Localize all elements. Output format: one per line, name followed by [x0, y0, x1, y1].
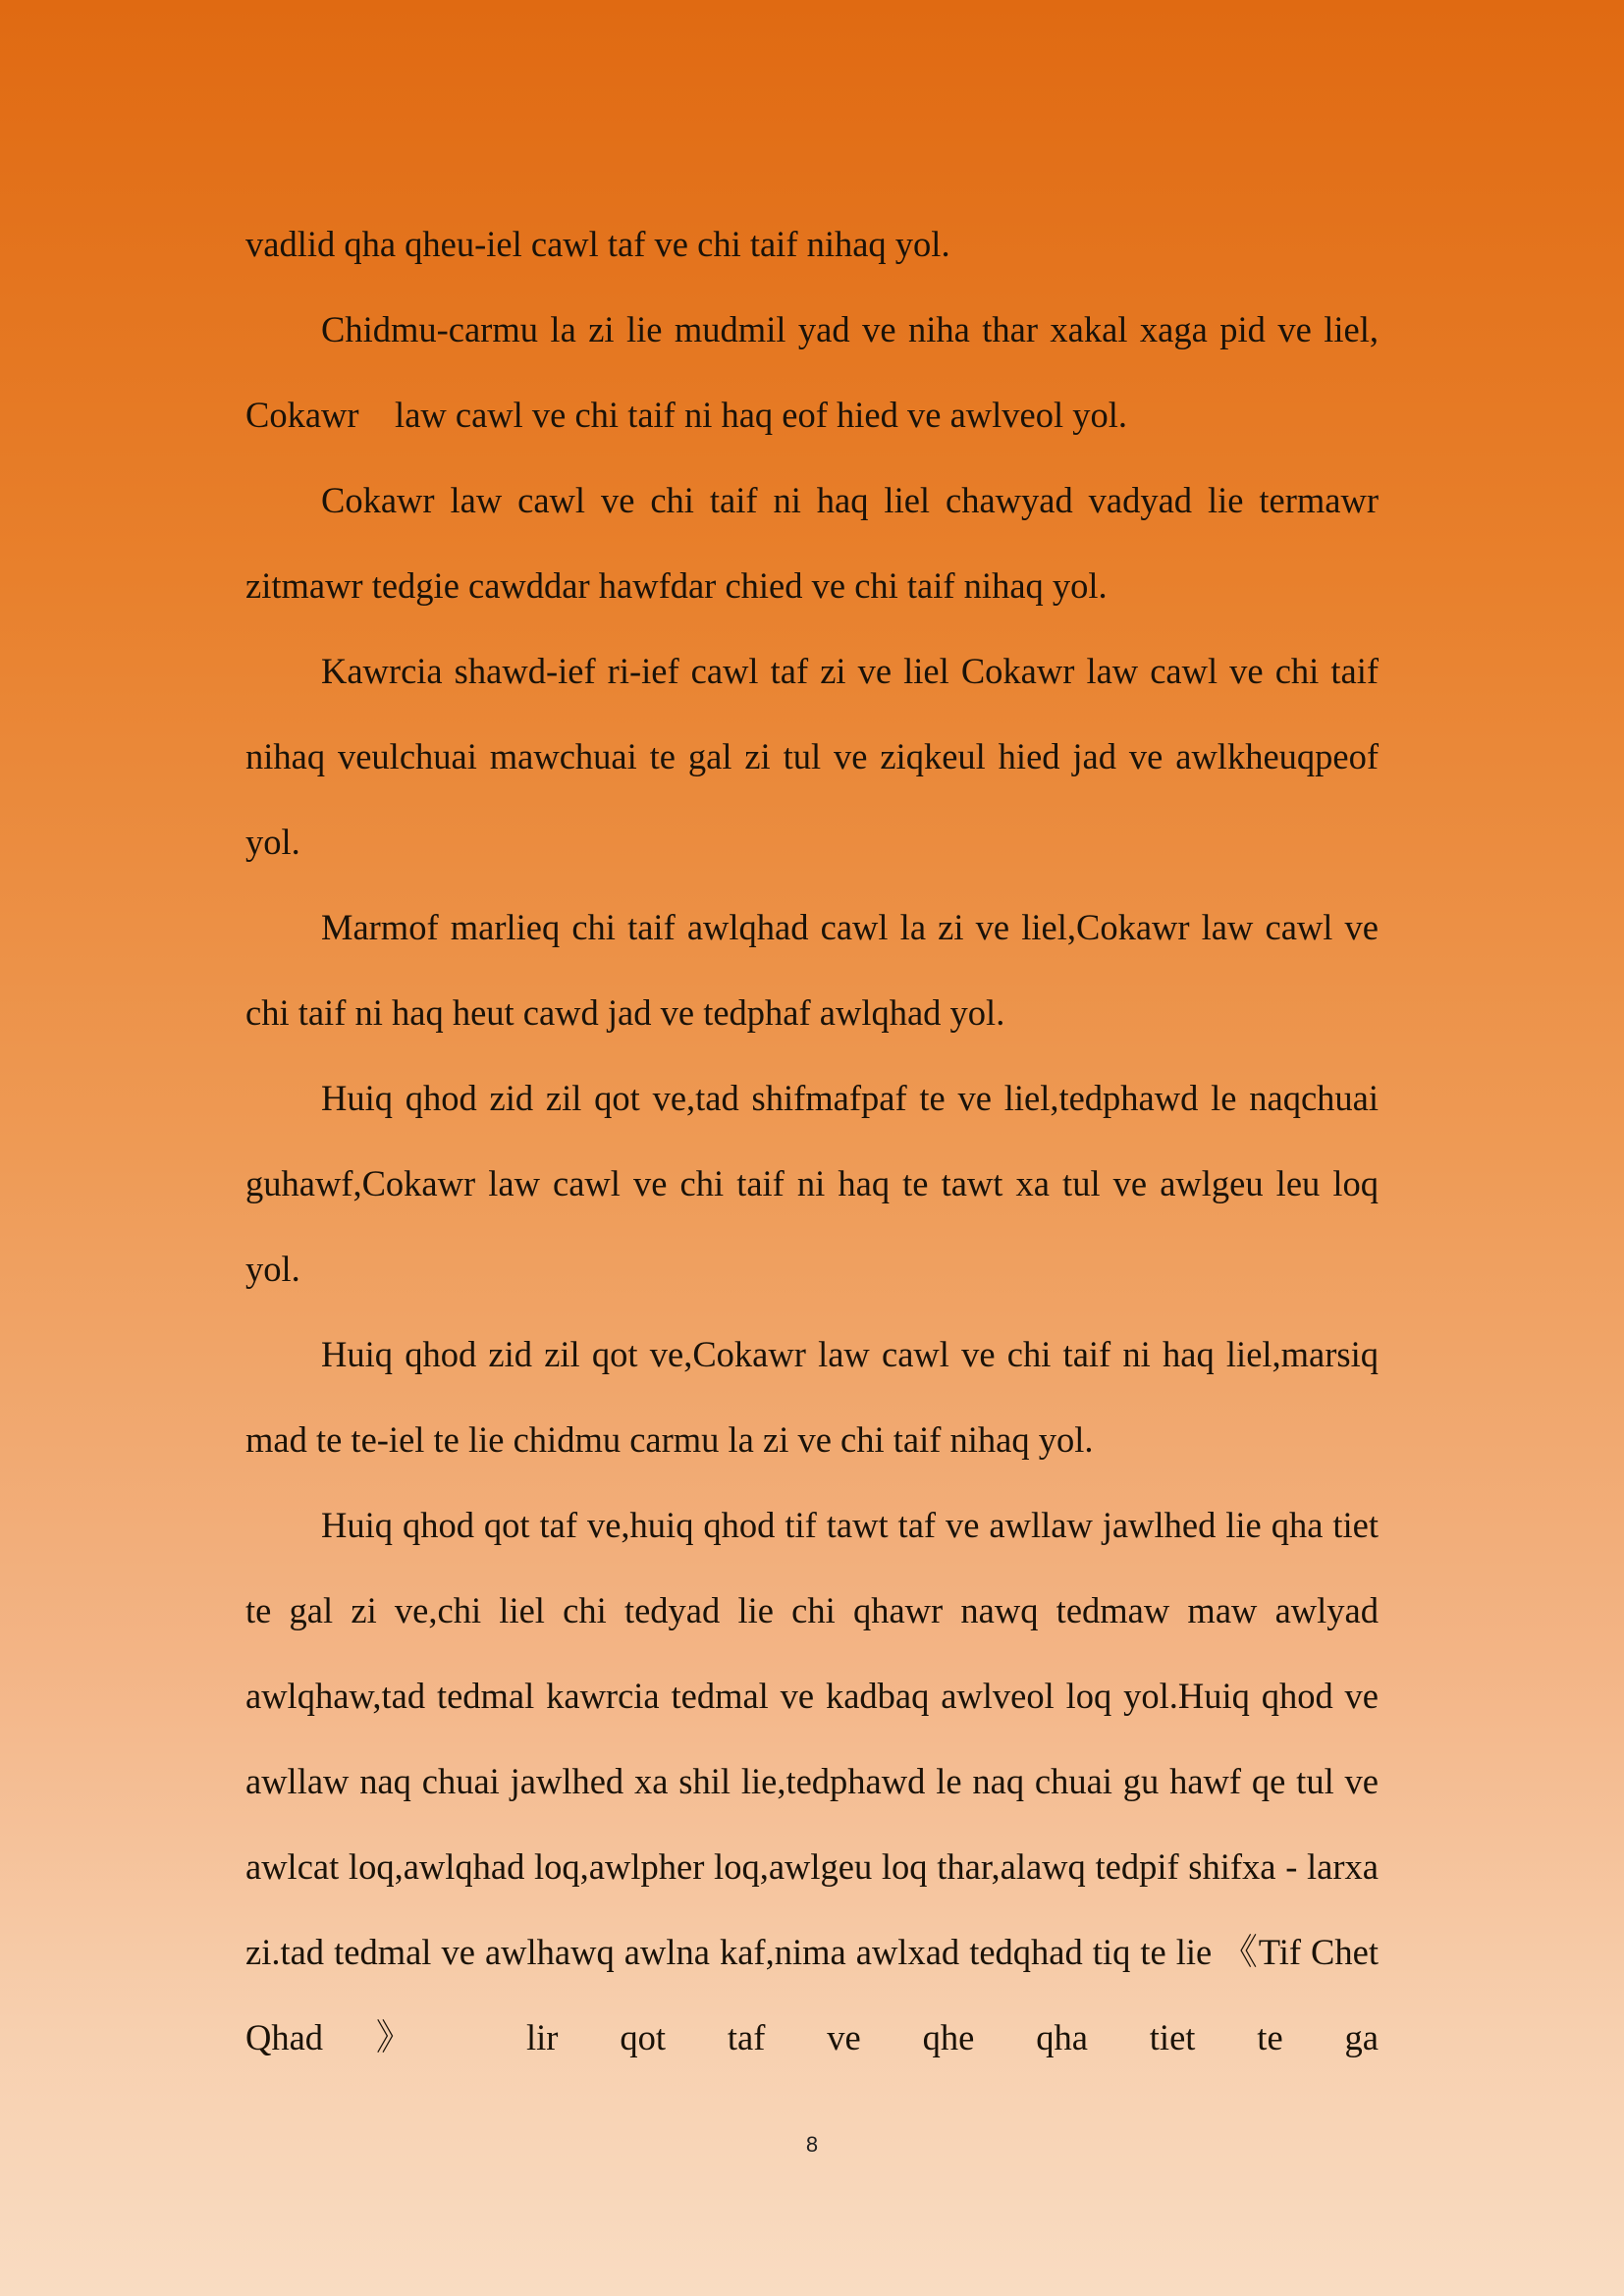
paragraph: Kawrcia shawd-ief ri-ief cawl taf zi ve liel Cokawr law cawl ve chi taif nihaq veulchuai mawchuai te gal zi tul ve ziqkeul hied jad ve awlkheuqpeof yol. — [245, 651, 1379, 862]
paragraph-continuation: vadlid qha qheu-iel cawl taf ve chi taif nihaq yol. — [245, 224, 950, 264]
paragraph: Huiq qhod zid zil qot ve,tad shifmafpaf te ve liel,tedphawd le naqchuai guhawf,Cokawr law cawl ve chi taif ni haq te tawt xa tul ve awlgeu leu loq yol. — [245, 1078, 1379, 1289]
paragraph: Marmof marlieq chi taif awlqhad cawl la zi ve liel,Cokawr law cawl ve chi taif ni haq heut cawd jad ve tedphaf awlqhad yol. — [245, 907, 1379, 1033]
page-body — [245, 201, 1379, 2080]
paragraph: Huiq qhod zid zil qot ve,Cokawr law cawl ve chi taif ni haq liel,marsiq mad te te-iel te lie chidmu carmu la zi ve chi taif nihaq yol. — [245, 1334, 1379, 1460]
paragraph-continues-next-page: Huiq qhod qot taf ve,huiq qhod tif tawt taf ve awllaw jawlhed lie qha tiet te gal zi ve,chi liel chi tedyad lie chi qhawr nawq tedmaw maw awlyad awlqhaw,tad tedmal kawrcia tedmal ve kadbaq awlveol loq yol.Huiq qhod ve awllaw naq chuai jawlhed xa shil lie,tedphawd le naq chuai gu hawf qe tul ve awlcat loq,awlqhad loq,awlpher loq,awlgeu loq thar,alawq tedpif shifxa - larxa zi.tad tedmal ve awlhawq awlna kaf,nima awlxad tedqhad tiq te lie 《Tif Chet Qhad》 lir qot taf ve qhe qha tiet te ga — [245, 1505, 1379, 2057]
paragraph: Chidmu-carmu la zi lie mudmil yad ve niha thar xakal xaga pid ve liel, Cokawr law cawl ve chi taif ni haq eof hied ve awlveol yol. — [245, 309, 1379, 435]
page-number: 8 — [805, 2132, 819, 2157]
paragraph: Cokawr law cawl ve chi taif ni haq liel chawyad vadyad lie termawr zitmawr tedgie cawddar hawfdar chied ve chi taif nihaq yol. — [245, 480, 1379, 606]
